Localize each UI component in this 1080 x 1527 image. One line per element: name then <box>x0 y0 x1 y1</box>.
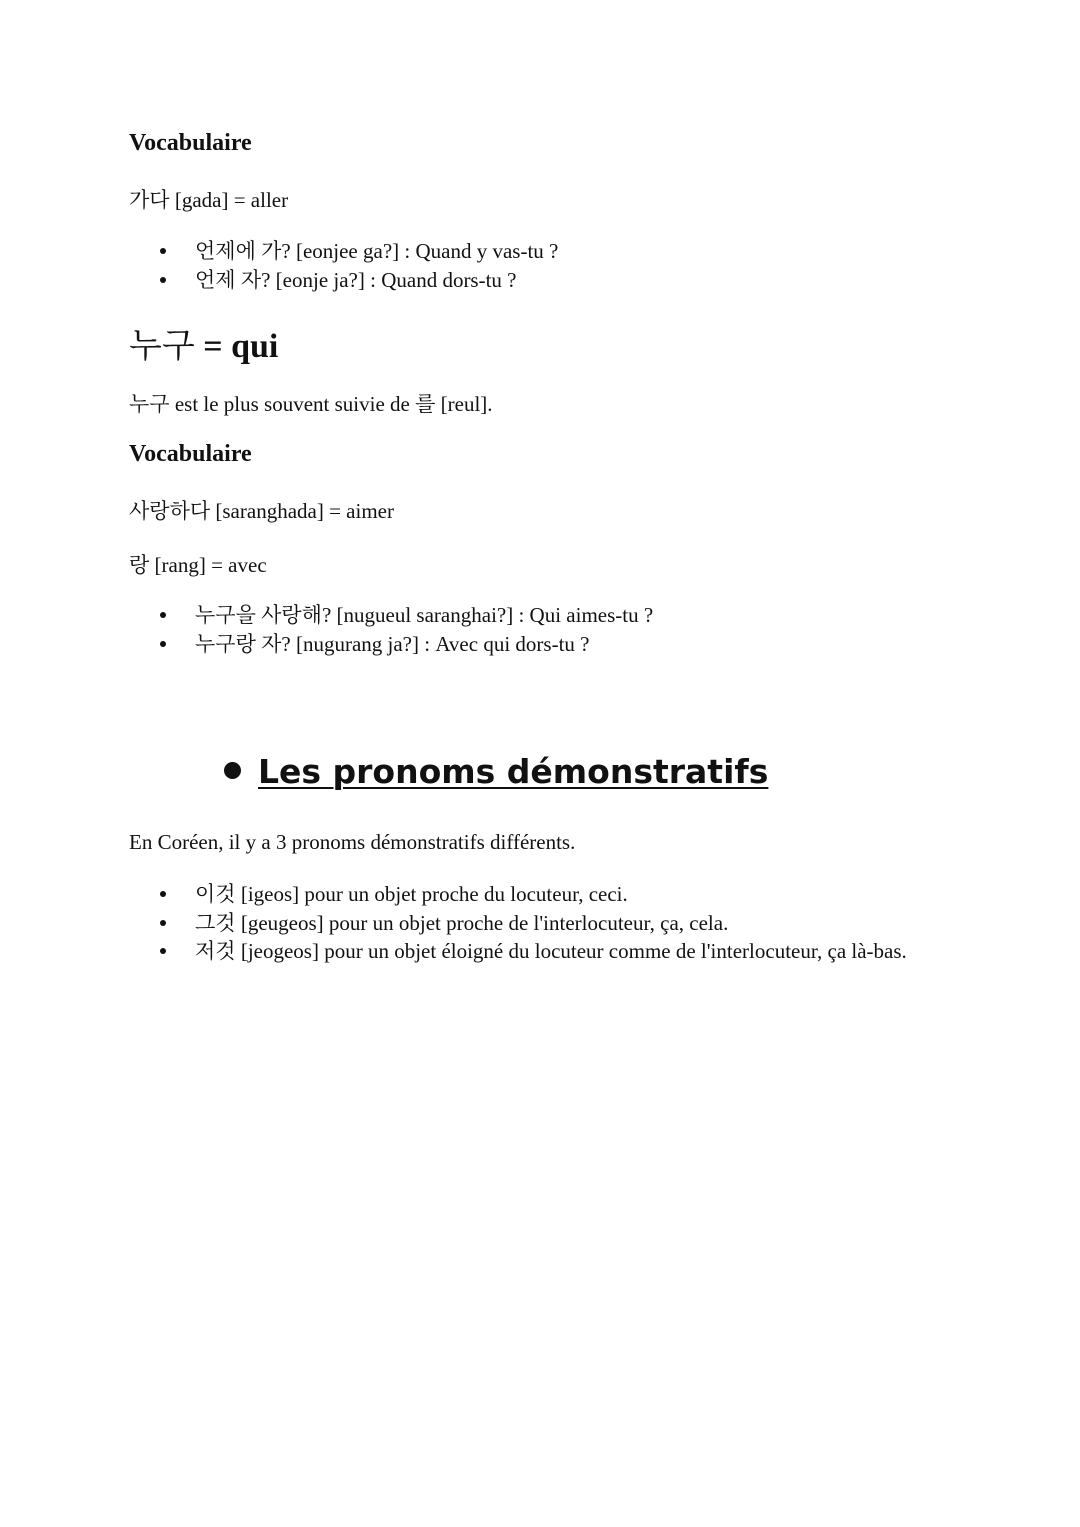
definition-gada: 가다 [gada] = aller <box>129 188 289 212</box>
qui-heading-korean: 누구 <box>129 326 195 366</box>
vocabulary-heading-2: Vocabulaire <box>129 441 252 467</box>
examples-list-1 <box>160 237 558 294</box>
bullet-icon <box>160 948 166 954</box>
vocabulary-heading-1: Vocabulaire <box>129 130 252 156</box>
section-title-text: Les pronoms démonstratifs <box>258 752 769 791</box>
qui-heading-french: = qui <box>194 328 279 365</box>
bullet-icon <box>160 891 166 897</box>
list-item: 누구을 사랑해? [nugueul saranghai?] : Qui aimes-tu ? <box>160 601 653 630</box>
examples-list-2 <box>160 601 653 658</box>
list-item: 언제 자? [eonje ja?] : Quand dors-tu ? <box>160 266 558 295</box>
bullet-icon <box>160 920 166 926</box>
list-item: 언제에 가? [eonjee ga?] : Quand y vas-tu ? <box>160 237 558 266</box>
section-title-demonstratives <box>224 752 768 791</box>
demonstratives-list <box>160 880 907 966</box>
bullet-icon <box>224 762 241 779</box>
list-item: 누구랑 자? [nugurang ja?] : Avec qui dors-tu ? <box>160 630 653 659</box>
qui-heading <box>129 318 278 367</box>
bullet-icon <box>160 641 166 647</box>
definition-saranghada: 사랑하다 [saranghada] = aimer <box>129 499 394 523</box>
demonstratives-intro: En Coréen, il y a 3 pronoms démonstratifs différents. <box>129 830 576 854</box>
bullet-icon <box>160 248 166 254</box>
bullet-icon <box>160 277 166 283</box>
bullet-icon <box>160 612 166 618</box>
qui-note: 누구 est le plus souvent suivie de 를 [reul]. <box>129 392 493 416</box>
list-item: 저것 [jeogeos] pour un objet éloigné du locuteur comme de l'interlocuteur, ça là-bas. <box>160 937 907 966</box>
list-item: 그것 [geugeos] pour un objet proche de l'interlocuteur, ça, cela. <box>160 909 907 938</box>
list-item: 이것 [igeos] pour un objet proche du locuteur, ceci. <box>160 880 907 909</box>
definition-rang: 랑 [rang] = avec <box>129 553 267 577</box>
